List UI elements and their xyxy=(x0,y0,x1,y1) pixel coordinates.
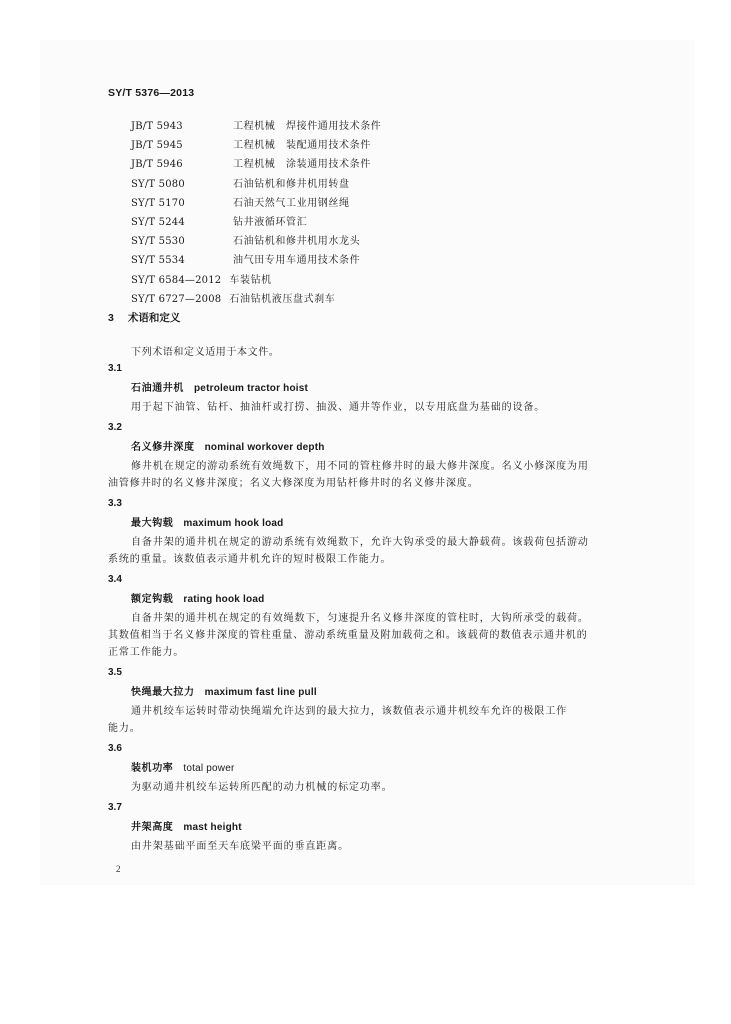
reference-code: SY/T 5534 xyxy=(131,255,185,267)
reference-title: 工程机械 焊接件通用技术条件 xyxy=(233,121,382,132)
reference-title: 工程机械 涂装通用技术条件 xyxy=(233,159,371,171)
reference-code: SY/T 5244 xyxy=(131,216,185,228)
term-chinese: 井架高度 xyxy=(131,822,174,833)
reference-title: 油气田专用车通用技术条件 xyxy=(233,255,361,267)
term-english: nominal workover depth xyxy=(204,442,325,453)
definition-line: 由井架基础平面至天车底梁平面的垂直距离。 xyxy=(131,841,349,852)
reference-title: 石油天然气工业用钢丝绳 xyxy=(233,197,350,209)
definition-term xyxy=(131,590,616,610)
definition-entry xyxy=(108,418,616,494)
definition-entry xyxy=(108,798,616,857)
term-english: total power xyxy=(183,763,235,774)
definition-number: 3.1 xyxy=(108,363,122,374)
reference-item xyxy=(131,232,381,251)
definition-text xyxy=(108,703,616,739)
section-heading xyxy=(108,310,180,325)
reference-title: 石油钻机液压盘式刹车 xyxy=(229,293,336,305)
definition-number: 3.7 xyxy=(108,802,122,813)
definition-line: 用于起下油管、钻杆、抽油杆或打捞、抽汲、通井等作业，以专用底盘为基础的设备。 xyxy=(131,402,546,413)
reference-item xyxy=(131,155,381,174)
reference-item xyxy=(131,290,381,309)
term-english: rating hook load xyxy=(183,594,265,605)
definition-line: 自备井架的通井机在规定的有效绳数下，匀速提升名义修井深度的管柱时，大钩所承受的载荷。 xyxy=(131,613,589,624)
term-english: mast height xyxy=(183,822,242,833)
term-chinese: 额定钩载 xyxy=(131,594,174,605)
definition-line: 自备井架的通井机在规定的游动系统有效绳数下，允许大钩承受的最大静载荷。该载荷包括游动 xyxy=(131,537,589,548)
definition-number: 3.3 xyxy=(108,498,122,509)
reference-code: JB/T 5943 xyxy=(131,121,183,132)
definition-line: 修井机在规定的游动系统有效绳数下，用不同的管柱修井时的最大修井深度。名义小修深度为用 xyxy=(131,461,589,472)
reference-item xyxy=(131,251,381,270)
reference-code: SY/T 5080 xyxy=(131,178,185,190)
reference-title: 石油钻机和修井机用水龙头 xyxy=(233,236,361,248)
reference-code: JB/T 5946 xyxy=(131,159,183,171)
reference-code: SY/T 6727—2008 xyxy=(131,293,222,305)
definition-line: 为驱动通井机绞车运转所匹配的动力机械的标定功率。 xyxy=(131,782,393,793)
definition-term xyxy=(131,818,616,838)
definition-entry xyxy=(108,739,616,798)
definition-text xyxy=(131,779,616,798)
term-english: maximum fast line pull xyxy=(204,687,317,698)
reference-item xyxy=(131,136,381,155)
term-english: maximum hook load xyxy=(183,518,284,529)
definition-term xyxy=(131,514,616,534)
definition-text xyxy=(131,399,616,418)
reference-code: SY/T 5530 xyxy=(131,236,185,248)
definition-term xyxy=(131,438,616,458)
standard-code-header: SY/T 5376—2013 xyxy=(108,87,195,99)
term-chinese: 名义修井深度 xyxy=(131,442,195,453)
term-english: petroleum tractor hoist xyxy=(194,383,309,394)
reference-title: 车装钻机 xyxy=(229,274,272,286)
definition-text xyxy=(108,458,616,494)
reference-code: JB/T 5945 xyxy=(131,140,183,152)
definition-number: 3.5 xyxy=(108,667,122,678)
reference-item xyxy=(131,194,381,213)
reference-code: SY/T 6584—2012 xyxy=(131,274,222,286)
definition-term xyxy=(131,683,616,703)
term-chinese: 最大钩载 xyxy=(131,518,174,529)
definition-text xyxy=(131,838,616,857)
section-title: 术语和定义 xyxy=(127,312,181,324)
definition-text xyxy=(108,534,616,570)
reference-item xyxy=(131,213,381,232)
normative-references-list xyxy=(131,117,381,309)
section-intro: 下列术语和定义适用于本文件。 xyxy=(131,347,280,358)
definition-number: 3.4 xyxy=(108,574,122,585)
definition-line: 能力。 xyxy=(108,723,141,734)
reference-item xyxy=(131,271,381,290)
definition-term xyxy=(131,759,616,779)
reference-item xyxy=(131,117,381,136)
page-number: 2 xyxy=(116,864,121,874)
definition-line: 系统的重量。该数值表示通井机允许的短时极限工作能力。 xyxy=(108,554,392,565)
reference-item xyxy=(131,175,381,194)
definition-number: 3.6 xyxy=(108,743,122,754)
term-chinese: 石油通井机 xyxy=(131,383,184,394)
definition-line: 油管修井时的名义修井深度；名义大修深度为用钻杆修井时的名义修井深度。 xyxy=(108,478,479,489)
term-chinese: 装机功率 xyxy=(131,763,174,774)
reference-title: 石油钻机和修井机用转盘 xyxy=(233,178,350,190)
definition-entry xyxy=(108,570,616,663)
reference-code: SY/T 5170 xyxy=(131,197,185,209)
definition-entry xyxy=(108,359,616,418)
reference-title: 钻井液循环管汇 xyxy=(233,216,308,228)
definition-entry xyxy=(108,494,616,570)
definition-term xyxy=(131,379,616,399)
section-number: 3 xyxy=(108,312,114,324)
term-chinese: 快绳最大拉力 xyxy=(131,687,195,698)
definition-number: 3.2 xyxy=(108,422,122,433)
reference-title: 工程机械 装配通用技术条件 xyxy=(233,140,371,152)
definitions-list xyxy=(108,359,616,857)
definition-line: 正常工作能力。 xyxy=(108,647,185,658)
definition-entry xyxy=(108,663,616,739)
definition-text xyxy=(108,610,616,663)
definition-line: 其数值相当于名义修井深度的管柱重量、游动系统重量及附加载荷之和。该载荷的数值表示通井机的 xyxy=(108,630,588,641)
definition-line: 通井机绞车运转时带动快绳端允许达到的最大拉力，该数值表示通井机绞车允许的极限工作 xyxy=(131,706,567,717)
